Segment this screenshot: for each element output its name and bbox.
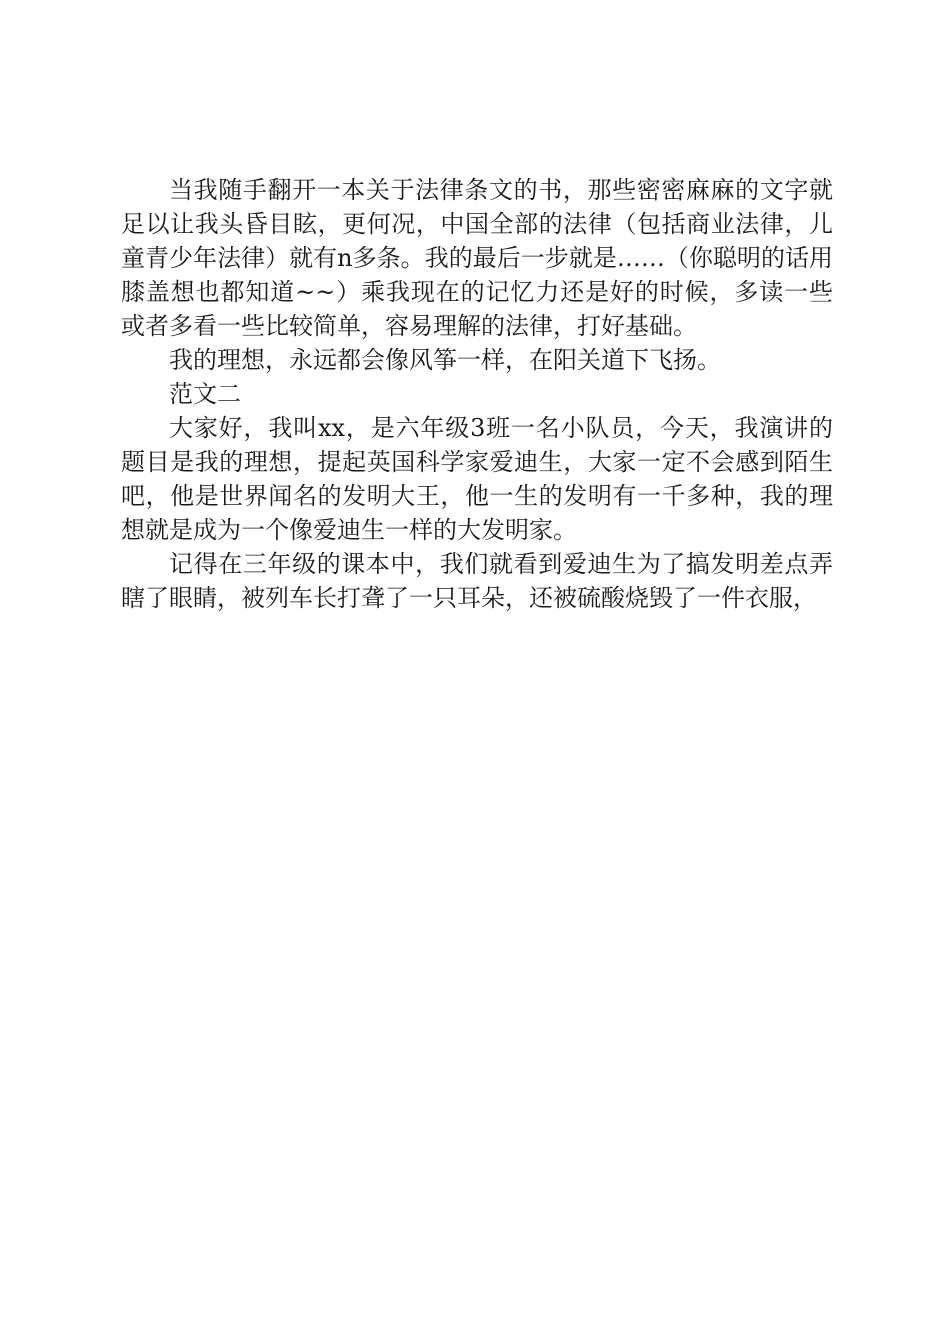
paragraph-law-study: 当我随手翻开一本关于法律条文的书，那些密密麻麻的文字就足以让我头昏目眩，更何况，中国全部的法律（包括商业法律，儿童青少年法律）就有n多条。我的最后一步就是……（你聪明的话用膝盖想也都知道~~）乘我现在的记忆力还是好的时候，多读一些或者多看一些比较简单，容易理解的法律，打好基础。: [121, 176, 833, 340]
section-heading-sample-two: 范文二: [169, 380, 241, 408]
document-body: [121, 173, 833, 615]
paragraph-kite-dream: 我的理想，永远都会像风筝一样，在阳关道下飞扬。: [169, 346, 721, 374]
paragraph-edison-intro: 大家好，我叫xx，是六年级3班一名小队员，今天，我演讲的题目是我的理想，提起英国科学家爱迪生，大家一定不会感到陌生吧，他是世界闻名的发明大王，他一生的发明有一千多种，我的理想就是成为一个像爱迪生一样的大发明家。: [121, 414, 833, 544]
paragraph-edison-story: 记得在三年级的课本中，我们就看到爱迪生为了搞发明差点弄瞎了眼睛，被列车长打聋了一只耳朵，还被硫酸烧毁了一件衣服，: [121, 550, 833, 612]
